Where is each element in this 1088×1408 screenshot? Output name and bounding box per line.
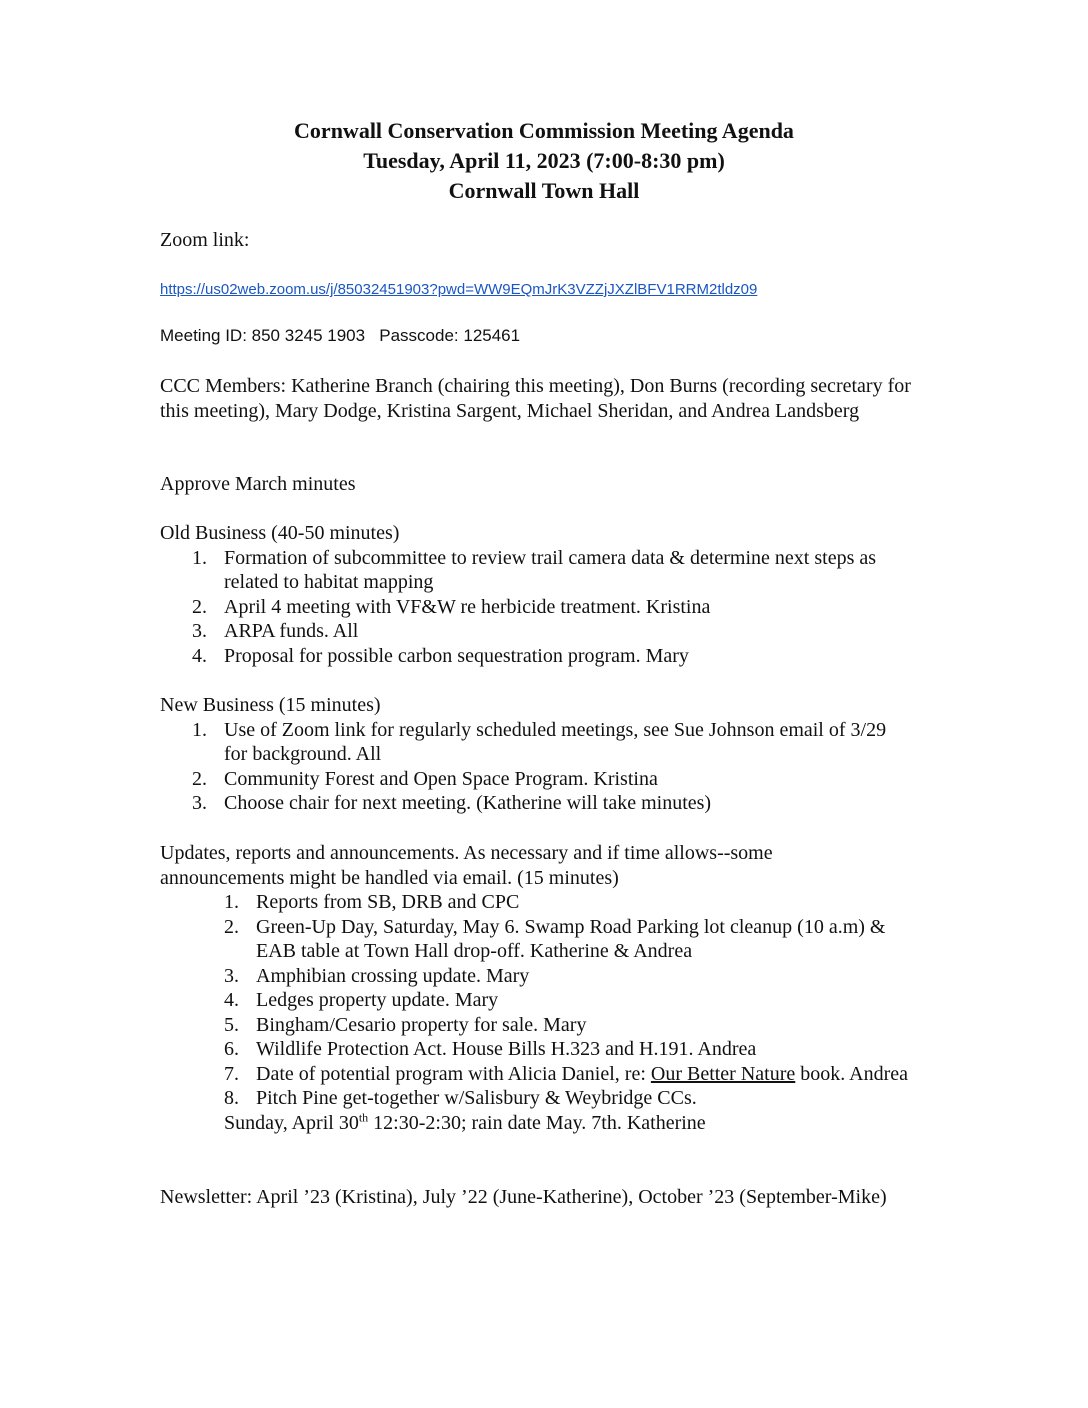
list-item: 3. ARPA funds. All	[192, 620, 359, 642]
list-item: 2. Green-Up Day, Saturday, May 6. Swamp Road Parking lot cleanup (10 a.m) & EAB table at Town Hall drop-off. Katherine & Andrea	[224, 915, 886, 962]
zoom-label: Zoom link:	[160, 229, 250, 251]
pitch-pine-date-line: Sunday, April 30th 12:30-2:30; rain date May. 7th. Katherine	[224, 1109, 706, 1134]
meeting-date: Tuesday, April 11, 2023 (7:00-8:30 pm)	[363, 148, 725, 173]
old-business-heading: Old Business (40-50 minutes)	[160, 522, 400, 544]
list-item: 3. Amphibian crossing update. Mary	[224, 964, 530, 987]
new-business-section	[160, 693, 940, 816]
members-paragraph: CCC Members: Katherine Branch (chairing this meeting), Don Burns (recording secretary for this meeting), Mary Dodge, Kristina Sargent, Michael Sheridan, and Andrea Landsberg	[160, 375, 911, 422]
agenda-title: Cornwall Conservation Commission Meeting Agenda	[294, 118, 794, 143]
list-item: 3. Choose chair for next meeting. (Katherine will take minutes)	[192, 792, 712, 814]
list-item: 2. April 4 meeting with VF&W re herbicide treatment. Kristina	[192, 595, 711, 618]
list-item: 1. Use of Zoom link for regularly scheduled meetings, see Sue Johnson email of 3/29 for background. All	[192, 718, 887, 765]
updates-section	[160, 841, 940, 1135]
list-item: 4. Ledges property update. Mary	[224, 989, 499, 1011]
zoom-link[interactable]: https://us02web.zoom.us/j/85032451903?pwd=WW9EQmJrK3VZZjJXZlBFV1RRM2tldz09	[160, 281, 758, 298]
list-item: 7. Date of potential program with Alicia Daniel, re: Our Better Nature book. Andrea	[224, 1062, 909, 1085]
meeting-location: Cornwall Town Hall	[448, 178, 640, 203]
new-business-heading: New Business (15 minutes)	[160, 694, 381, 716]
newsletter-paragraph: Newsletter: April ’23 (Kristina), July ’22 (June-Katherine), October ’23 (September-Mike)	[160, 1186, 887, 1208]
list-item: 1. Formation of subcommittee to review trail camera data & determine next steps as related to habitat mapping	[192, 546, 877, 593]
list-item: 5. Bingham/Cesario property for sale. Mary	[224, 1013, 587, 1036]
list-item: 6. Wildlife Protection Act. House Bills H.323 and H.191. Andrea	[224, 1038, 757, 1060]
approve-minutes: Approve March minutes	[160, 473, 356, 495]
updates-heading: Updates, reports and announcements. As necessary and if time allows--some announcements might be handled via email. (15 minutes)	[160, 842, 773, 889]
list-item: 4. Proposal for possible carbon sequestration program. Mary	[192, 644, 689, 667]
agenda-header	[0, 116, 1088, 206]
list-item: 2. Community Forest and Open Space Program. Kristina	[192, 767, 658, 790]
book-title: Our Better Nature	[650, 1062, 796, 1085]
list-item: 1. Reports from SB, DRB and CPC	[224, 891, 520, 913]
list-item: 8. Pitch Pine get-together w/Salisbury & Weybridge CCs.	[224, 1087, 697, 1109]
old-business-section	[160, 521, 940, 668]
meeting-id-passcode: Meeting ID: 850 3245 1903 Passcode: 125461	[160, 326, 521, 345]
